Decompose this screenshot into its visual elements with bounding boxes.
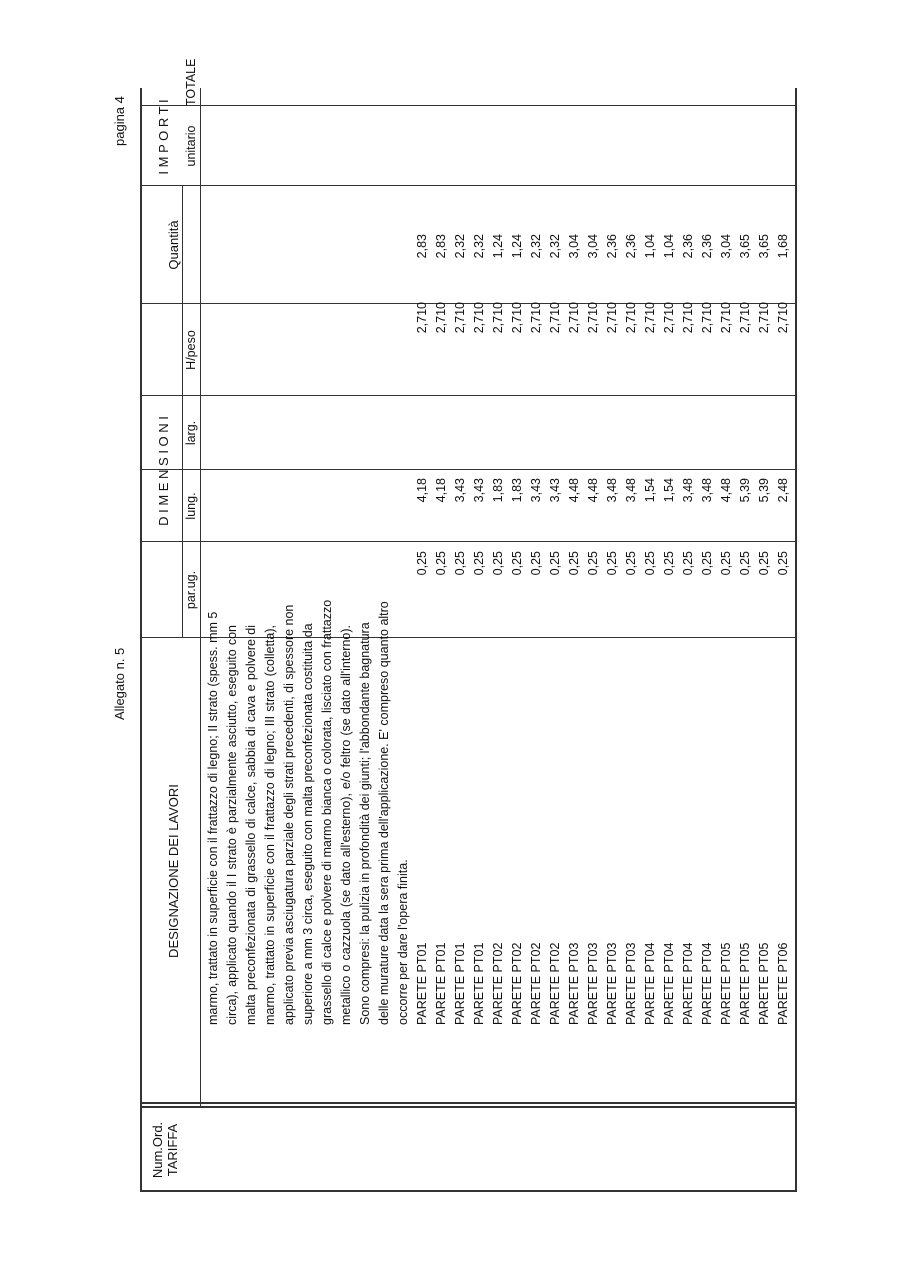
row-h-peso: 2,710 — [643, 302, 657, 334]
row-quantita: 2,36 — [605, 234, 619, 259]
h-peso-header: H/peso — [184, 330, 198, 370]
row-name: PARETE PT02 — [548, 942, 562, 1025]
row-quantita: 2,36 — [681, 234, 695, 259]
row-lung: 4,18 — [415, 478, 429, 503]
row-lung: 4,18 — [434, 478, 448, 503]
row-h-peso: 2,710 — [434, 302, 448, 334]
row-h-peso: 2,710 — [605, 302, 619, 334]
row-lung: 5,39 — [738, 478, 752, 503]
designazione-header: DESIGNAZIONE DEI LAVORI — [166, 784, 181, 958]
table-row — [755, 88, 774, 1192]
row-lung: 3,48 — [700, 478, 714, 503]
row-quantita: 2,32 — [529, 234, 543, 259]
page-number: pagina 4 — [112, 96, 127, 146]
row-h-peso: 2,710 — [662, 302, 676, 334]
row-quantita: 3,65 — [757, 234, 771, 259]
par-ug-header: par.ug. — [184, 570, 198, 610]
larg-header: larg. — [184, 420, 198, 446]
row-name: PARETE PT05 — [719, 942, 733, 1025]
row-h-peso: 2,710 — [738, 302, 752, 334]
table-row — [717, 88, 736, 1192]
row-quantita: 2,83 — [434, 234, 448, 259]
description-line: occorre per dare l'opera finita. — [396, 859, 410, 1025]
description-line: marmo, trattato in superficie con il frattazzo di legno; III strato (colletta), — [263, 625, 277, 1025]
row-par-ug: 0,25 — [643, 551, 657, 576]
table-row — [774, 88, 793, 1192]
row-h-peso: 2,710 — [624, 302, 638, 334]
row-name: PARETE PT05 — [757, 942, 771, 1025]
header-divider — [200, 88, 201, 186]
row-quantita: 2,32 — [453, 234, 467, 259]
row-lung: 3,43 — [548, 478, 562, 503]
table-row — [527, 88, 546, 1192]
row-par-ug: 0,25 — [624, 551, 638, 576]
row-quantita: 2,83 — [415, 234, 429, 259]
lung-header: lung. — [184, 492, 198, 520]
row-quantita: 3,65 — [738, 234, 752, 259]
row-quantita: 1,04 — [662, 234, 676, 259]
row-name: PARETE PT01 — [453, 942, 467, 1025]
row-quantita: 1,04 — [643, 234, 657, 259]
header-divider — [182, 304, 183, 638]
row-lung: 3,48 — [681, 478, 695, 503]
row-h-peso: 2,710 — [415, 302, 429, 334]
row-lung: 1,54 — [643, 478, 657, 503]
row-h-peso: 2,710 — [453, 302, 467, 334]
row-par-ug: 0,25 — [491, 551, 505, 576]
row-name: PARETE PT04 — [662, 942, 676, 1025]
description-line: grassello di calce e polvere di marmo bianca o colorata, lisciato con frattazzo — [320, 599, 334, 1025]
estimate-table — [140, 58, 797, 1192]
row-lung: 3,43 — [529, 478, 543, 503]
description-line: metallico o cazzuola (se dato all'esterno), e/o feltro (se dato all'interno). — [339, 625, 353, 1025]
row-par-ug: 0,25 — [738, 551, 752, 576]
row-lung: 4,48 — [586, 478, 600, 503]
table-row — [546, 88, 565, 1192]
row-par-ug: 0,25 — [529, 551, 543, 576]
table-row — [641, 88, 660, 1192]
description-line: malta preconfezionata di grassello di calce, sabbia di cava e polvere di — [244, 625, 258, 1025]
row-lung: 1,83 — [491, 478, 505, 503]
row-par-ug: 0,25 — [776, 551, 790, 576]
header-divider — [182, 186, 183, 304]
table-row — [584, 88, 603, 1192]
row-quantita: 2,32 — [472, 234, 486, 259]
description-line: delle murature data la sera prima dell'applicazione. E' compreso quanto altro — [377, 601, 391, 1025]
row-lung: 5,39 — [757, 478, 771, 503]
row-name: PARETE PT06 — [776, 942, 790, 1025]
table-row — [432, 88, 451, 1192]
row-lung: 2,48 — [776, 478, 790, 503]
table-row — [622, 88, 641, 1192]
row-par-ug: 0,25 — [548, 551, 562, 576]
row-name: PARETE PT05 — [738, 942, 752, 1025]
table-row — [660, 88, 679, 1192]
table-row — [489, 88, 508, 1192]
row-par-ug: 0,25 — [510, 551, 524, 576]
row-name: PARETE PT03 — [624, 942, 638, 1025]
table-row — [603, 88, 622, 1192]
table-row — [508, 88, 527, 1192]
table-row — [736, 88, 755, 1192]
table-row — [413, 88, 432, 1192]
quantita-header: Quantità — [166, 220, 181, 270]
description-line: circa), applicato quando il I strato è parzialmente asciutto, eseguito con — [225, 625, 239, 1025]
row-lung: 3,48 — [605, 478, 619, 503]
description-line: Sono compresi: la pulizia in profondità dei giunti; l'abbondante bagnatura — [358, 622, 372, 1025]
row-quantita: 1,68 — [776, 234, 790, 259]
row-lung: 4,48 — [719, 478, 733, 503]
row-h-peso: 2,710 — [472, 302, 486, 334]
description-line: marmo, trattato in superficie con il frattazzo di legno; II strato (spess. mm 5 — [206, 611, 220, 1025]
row-name: PARETE PT04 — [700, 942, 714, 1025]
row-lung: 3,48 — [624, 478, 638, 503]
row-quantita: 1,24 — [491, 234, 505, 259]
num-ord-header: Num.Ord. — [150, 1121, 165, 1179]
dimensioni-header: D I M E N S I O N I — [156, 416, 171, 526]
row-h-peso: 2,710 — [700, 302, 714, 334]
row-lung: 4,48 — [567, 478, 581, 503]
row-par-ug: 0,25 — [567, 551, 581, 576]
table-row — [451, 88, 470, 1192]
row-name: PARETE PT03 — [586, 942, 600, 1025]
row-lung: 3,43 — [472, 478, 486, 503]
row-par-ug: 0,25 — [681, 551, 695, 576]
description-line: superiore a mm 3 circa, eseguito con malta preconfezionata costituita da — [301, 623, 315, 1025]
table-row — [679, 88, 698, 1192]
row-par-ug: 0,25 — [662, 551, 676, 576]
table-row — [470, 88, 489, 1192]
row-lung: 1,54 — [662, 478, 676, 503]
row-par-ug: 0,25 — [472, 551, 486, 576]
row-quantita: 2,36 — [624, 234, 638, 259]
row-quantita: 3,04 — [719, 234, 733, 259]
row-name: PARETE PT01 — [472, 942, 486, 1025]
row-par-ug: 0,25 — [453, 551, 467, 576]
row-name: PARETE PT04 — [643, 942, 657, 1025]
unitario-header: unitario — [184, 125, 198, 167]
row-par-ug: 0,25 — [719, 551, 733, 576]
row-h-peso: 2,710 — [719, 302, 733, 334]
importi-header: I M P O R T I — [156, 99, 171, 175]
row-quantita: 3,04 — [567, 234, 581, 259]
table-row — [565, 88, 584, 1192]
table-row — [698, 88, 717, 1192]
description-line: applicato previa asciugatura parziale degli strati precedenti, di spessore non — [282, 604, 296, 1025]
row-lung: 1,83 — [510, 478, 524, 503]
row-name: PARETE PT03 — [605, 942, 619, 1025]
row-name: PARETE PT01 — [434, 942, 448, 1025]
row-name: PARETE PT03 — [567, 942, 581, 1025]
row-h-peso: 2,710 — [776, 302, 790, 334]
row-name: PARETE PT02 — [529, 942, 543, 1025]
row-par-ug: 0,25 — [757, 551, 771, 576]
row-lung: 3,43 — [453, 478, 467, 503]
header-divider — [200, 88, 201, 1108]
row-name: PARETE PT02 — [510, 942, 524, 1025]
row-h-peso: 2,710 — [681, 302, 695, 334]
row-name: PARETE PT01 — [415, 942, 429, 1025]
row-quantita: 2,32 — [548, 234, 562, 259]
row-h-peso: 2,710 — [548, 302, 562, 334]
row-h-peso: 2,710 — [567, 302, 581, 334]
row-h-peso: 2,710 — [510, 302, 524, 334]
row-par-ug: 0,25 — [700, 551, 714, 576]
row-h-peso: 2,710 — [529, 302, 543, 334]
row-quantita: 3,04 — [586, 234, 600, 259]
row-par-ug: 0,25 — [434, 551, 448, 576]
totale-header: TOTALE — [184, 58, 198, 106]
tariffa-header: TARIFFA — [165, 1123, 180, 1177]
row-name: PARETE PT04 — [681, 942, 695, 1025]
row-par-ug: 0,25 — [415, 551, 429, 576]
row-h-peso: 2,710 — [491, 302, 505, 334]
row-h-peso: 2,710 — [757, 302, 771, 334]
row-par-ug: 0,25 — [586, 551, 600, 576]
row-h-peso: 2,710 — [586, 302, 600, 334]
row-name: PARETE PT02 — [491, 942, 505, 1025]
row-quantita: 2,36 — [700, 234, 714, 259]
row-quantita: 1,24 — [510, 234, 524, 259]
row-par-ug: 0,25 — [605, 551, 619, 576]
attachment-label: Allegato n. 5 — [112, 647, 127, 720]
